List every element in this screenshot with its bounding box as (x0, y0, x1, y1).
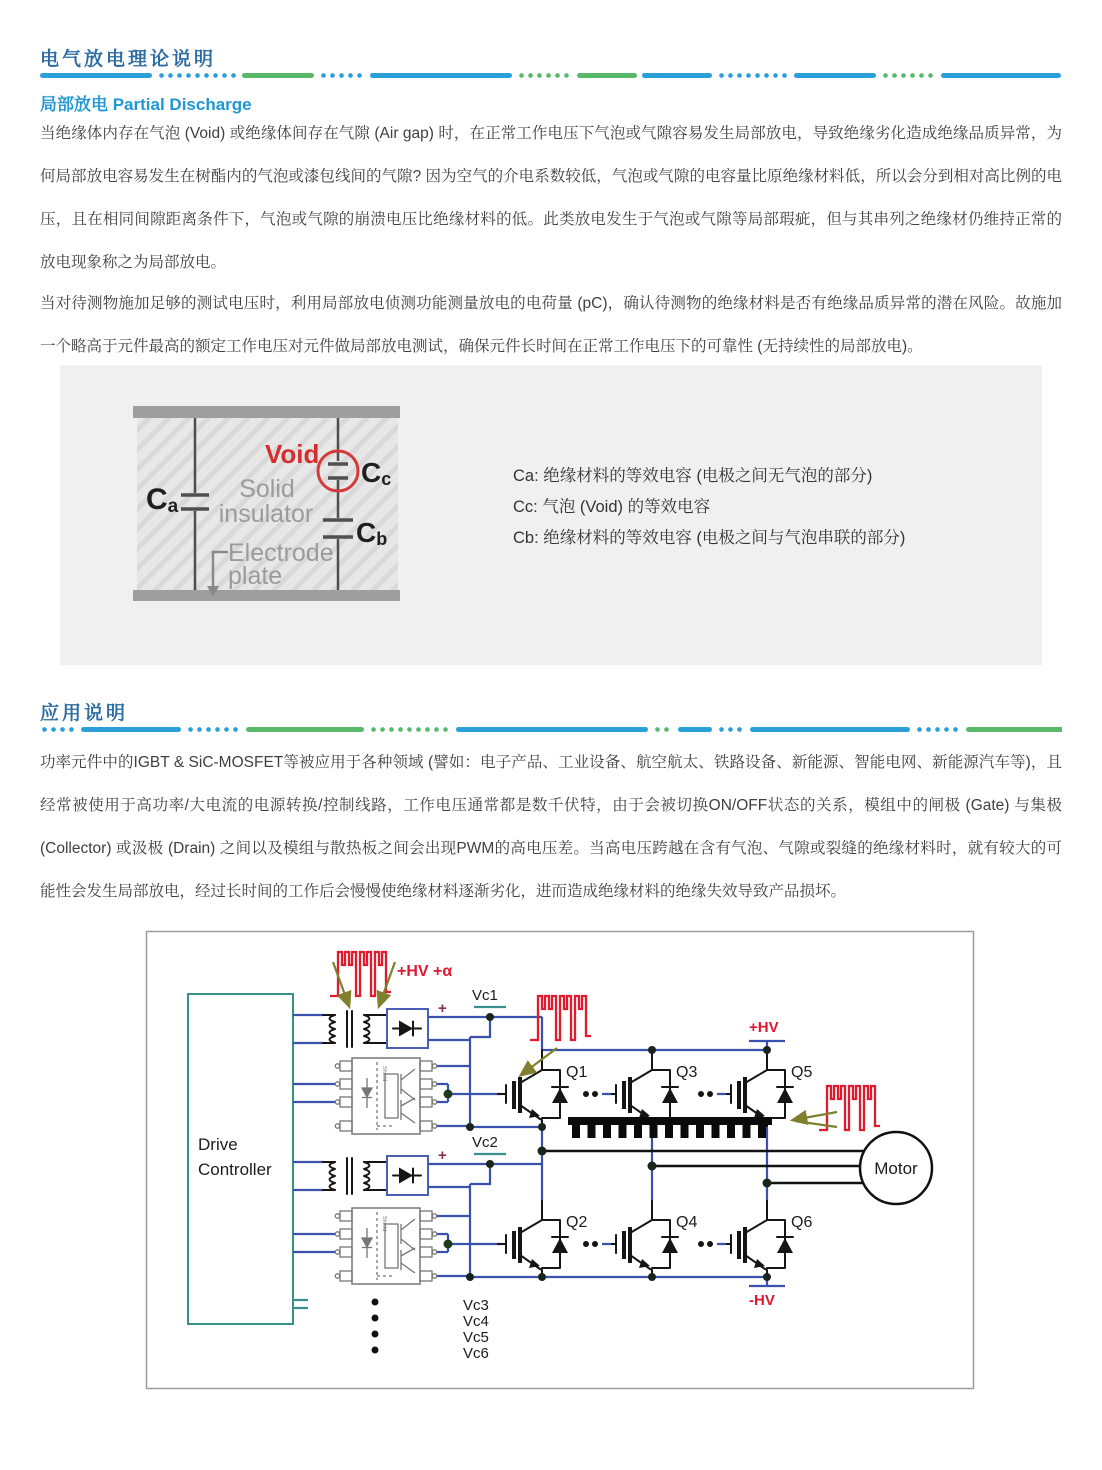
q3-label: Q3 (676, 1064, 698, 1081)
drive-controller-label-1: Drive (198, 1135, 238, 1154)
solid-insulator-label-1: Solid (239, 475, 295, 503)
q1-label: Q1 (566, 1064, 588, 1081)
theory-paragraph-2: 当对待测物施加足够的测试电压时，利用局部放电侦测功能测量放电的电荷量 (pC)，确认待测物的绝缘材料是否有绝缘品质异常的潜在风险。故施加一个略高于元件最高的额定工作电压对元件做局部放电测试，确保元件长时间在正常工作电压下的可靠性 (无持续性的局部放电)。 (40, 295, 1062, 355)
theory-paragraph-1: 当绝缘体内存在气泡 (Void) 或绝缘体间存在气隙 (Air gap) 时，在正常工作电压下气泡或气隙容易发生局部放电，导致绝缘劣化造成绝缘品质异常，为何局部放电容易发生在树酯内的气泡或漆包线间的气隙? 因为空气的介电系数较低，气泡或气隙的电容量比原绝缘材料低，所以会分到相对高比例的电压，且在相同间隙距离条件下，气泡或气隙的崩溃电压比绝缘材料的低。此类放电发生于气泡或气隙等局部瑕疵，但与其串列之绝缘材仍维持正常的放电现象称之为局部放电。 (40, 125, 1062, 271)
hv-neg-label: -HV (749, 1292, 775, 1309)
electrode-plate-bottom (133, 590, 400, 601)
solid-insulator-label-2: insulator (218, 500, 314, 528)
vc6-label: Vc6 (463, 1345, 489, 1362)
cb-label: Cb (356, 517, 388, 549)
figure-captions (513, 461, 905, 554)
q4-label: Q4 (676, 1214, 698, 1231)
drive-controller-box (188, 994, 308, 1324)
ca-label: Ca (146, 483, 179, 517)
void-label: Void (265, 439, 320, 469)
capacitor-model-figure-panel (60, 365, 1042, 665)
q6-label: Q6 (791, 1214, 813, 1231)
rectifier-icon (387, 1156, 428, 1195)
section-title-application: 应用说明 (40, 703, 129, 724)
caption-cb: Cb: 绝缘材料的等效电容 (电极之间与气泡串联的部分) (513, 529, 906, 547)
dc-plus-mark: + (438, 1147, 447, 1164)
electrode-plate-label-1: Electrode (228, 539, 334, 567)
rectifier-icon (387, 1009, 428, 1048)
vc1-label: Vc1 (472, 987, 498, 1004)
inverter-circuit-diagram (145, 930, 975, 1390)
cc-label: Cc (361, 457, 392, 489)
electrode-plate-top (133, 406, 400, 418)
dc-plus-mark: + (438, 1000, 447, 1017)
hv-pos-label: +HV (749, 1019, 779, 1036)
decorative-rule (40, 726, 1062, 732)
vc5-label: Vc5 (463, 1329, 489, 1346)
q2-label: Q2 (566, 1214, 588, 1231)
electrode-plate-label-2: plate (228, 562, 283, 590)
section-title-theory: 电气放电理论说明 (40, 49, 217, 70)
caption-cc: Cc: 气泡 (Void) 的等效电容 (513, 498, 711, 516)
hv-alpha-label: +HV +α (397, 963, 453, 980)
pwm-inverter-circuit-figure (145, 930, 975, 1390)
motor-label: Motor (874, 1159, 918, 1178)
caption-ca: Ca: 绝缘材料的等效电容 (电极之间无气泡的部分) (513, 467, 873, 485)
vc2-label: Vc2 (472, 1134, 498, 1151)
vc4-label: Vc4 (463, 1313, 489, 1330)
drive-controller-label-2: Controller (198, 1160, 272, 1179)
application-paragraph-1: 功率元件中的IGBT & SiC-MOSFET等被应用于各种领域 (譬如：电子产品、工业设备、航空航太、铁路设备、新能源、智能电网、新能源汽车等)，且经常被使用于高功率/大电流的电源转换/控制线路，工作电压通常都是数千伏特，由于会被切换ON/OFF状态的关系，模组中的闸极 (Gate) 与集极 (Collector) 或汲极 (Drain) 之间以及模组与散热板之间会出现PWM的高电压差。当高电压跨越在含有气泡、气隙或裂缝的绝缘材料时，就有较大的可能性会发生局部放电，经过长时间的工作后会慢慢使绝缘材料逐渐劣化，进而造成绝缘材料的绝缘失效导致产品损坏。 (40, 754, 1062, 900)
motor (860, 1132, 932, 1204)
vc3-label: Vc3 (463, 1297, 489, 1314)
decorative-rule (40, 72, 1062, 78)
q5-label: Q5 (791, 1064, 813, 1081)
subsection-title-partial-discharge: 局部放电 Partial Discharge (40, 95, 252, 114)
